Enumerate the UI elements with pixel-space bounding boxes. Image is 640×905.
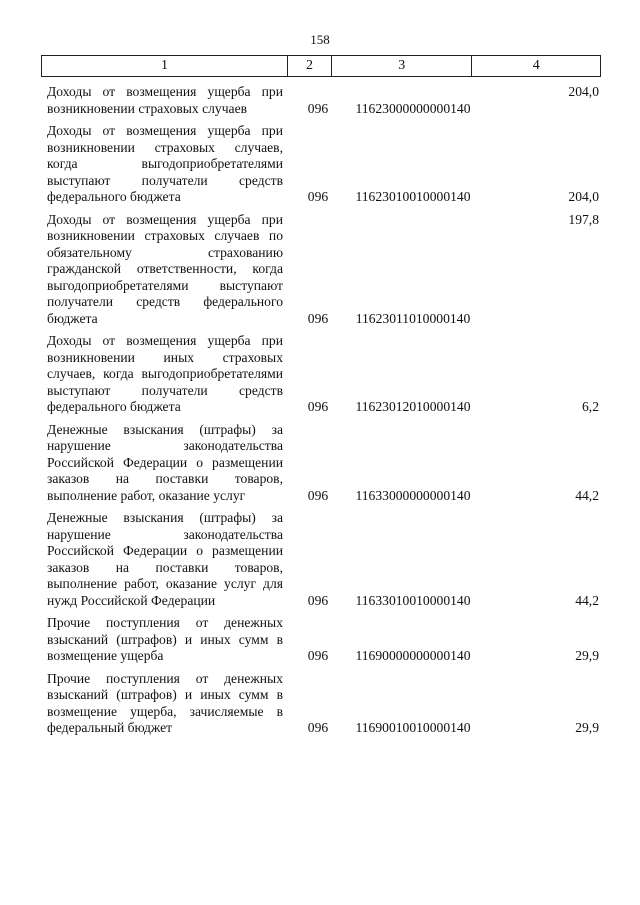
row-description: Денежные взыскания (штрафы) за нарушение законодательства Российской Федерации о размещении заказов на поставки товаров, выполнение работ, оказание услуг для нужд Российской Федерации [47, 510, 283, 608]
row-classification-code: 11633000000000140 [355, 487, 471, 503]
column-header-1: 1 [42, 56, 288, 76]
row-classification-code: 11690010010000140 [355, 720, 471, 735]
row-admin-code: 096 [307, 100, 329, 116]
row-amount: 29,9 [575, 648, 599, 663]
row-admin-code: 096 [307, 310, 329, 326]
row-amount: 6,2 [582, 399, 599, 414]
row-description: Доходы от возмещения ущерба при возникновении страховых случаев по обязательному страхованию гражданской ответственности, когда выгодоприобретателями выступают получатели средств федерального бюджета [47, 211, 283, 326]
table-row [47, 510, 599, 609]
row-classification-code: 11633010010000140 [355, 592, 471, 608]
row-description: Доходы от возмещения ущерба при возникновении иных страховых случаев, когда выгодоприобретателями выступают получатели средств федерального бюджета [47, 333, 283, 414]
row-amount: 197,8 [568, 211, 599, 227]
row-admin-code: 096 [307, 648, 329, 663]
row-admin-code: 096 [307, 592, 329, 608]
table-row [47, 123, 599, 206]
table-row [47, 422, 599, 505]
row-admin-code: 096 [307, 189, 329, 204]
row-amount: 204,0 [568, 84, 599, 99]
row-amount: 44,2 [575, 592, 599, 608]
table-row [47, 333, 599, 416]
row-description: Прочие поступления от денежных взысканий (штрафов) и иных сумм в возмещение ущерба, зачисляемые в федеральный бюджет [47, 670, 283, 735]
column-header-3: 3 [332, 56, 473, 76]
page-number: 158 [310, 32, 330, 47]
table-row [47, 615, 599, 665]
row-description: Доходы от возмещения ущерба при возникновении страховых случаев [47, 84, 283, 116]
table-row [47, 671, 599, 737]
row-description: Доходы от возмещения ущерба при возникновении страховых случаев, когда выгодоприобретателями выступают получатели средств федерального бюджета [47, 123, 283, 204]
row-classification-code: 11623000000000140 [355, 100, 471, 116]
table-header [41, 55, 601, 77]
table-row [47, 212, 599, 328]
row-amount: 204,0 [568, 189, 599, 204]
row-admin-code: 096 [307, 399, 329, 414]
column-header-4: 4 [532, 58, 540, 73]
row-amount: 44,2 [575, 487, 599, 503]
row-admin-code: 096 [307, 487, 329, 503]
row-description: Денежные взыскания (штрафы) за нарушение законодательства Российской Федерации о размещении заказов на поставки товаров, выполнение работ, оказание услуг [47, 421, 283, 503]
row-description: Прочие поступления от денежных взысканий (штрафов) и иных сумм в возмещение ущерба [47, 615, 283, 663]
row-classification-code: 11623011010000140 [355, 310, 471, 326]
table-body [47, 84, 599, 743]
row-classification-code: 11623010010000140 [355, 189, 471, 204]
row-amount: 29,9 [575, 720, 599, 735]
row-classification-code: 11690000000000140 [355, 648, 471, 663]
table-row [47, 84, 599, 117]
row-admin-code: 096 [307, 720, 329, 735]
column-header-2: 2 [288, 56, 332, 76]
row-classification-code: 11623012010000140 [355, 399, 471, 414]
